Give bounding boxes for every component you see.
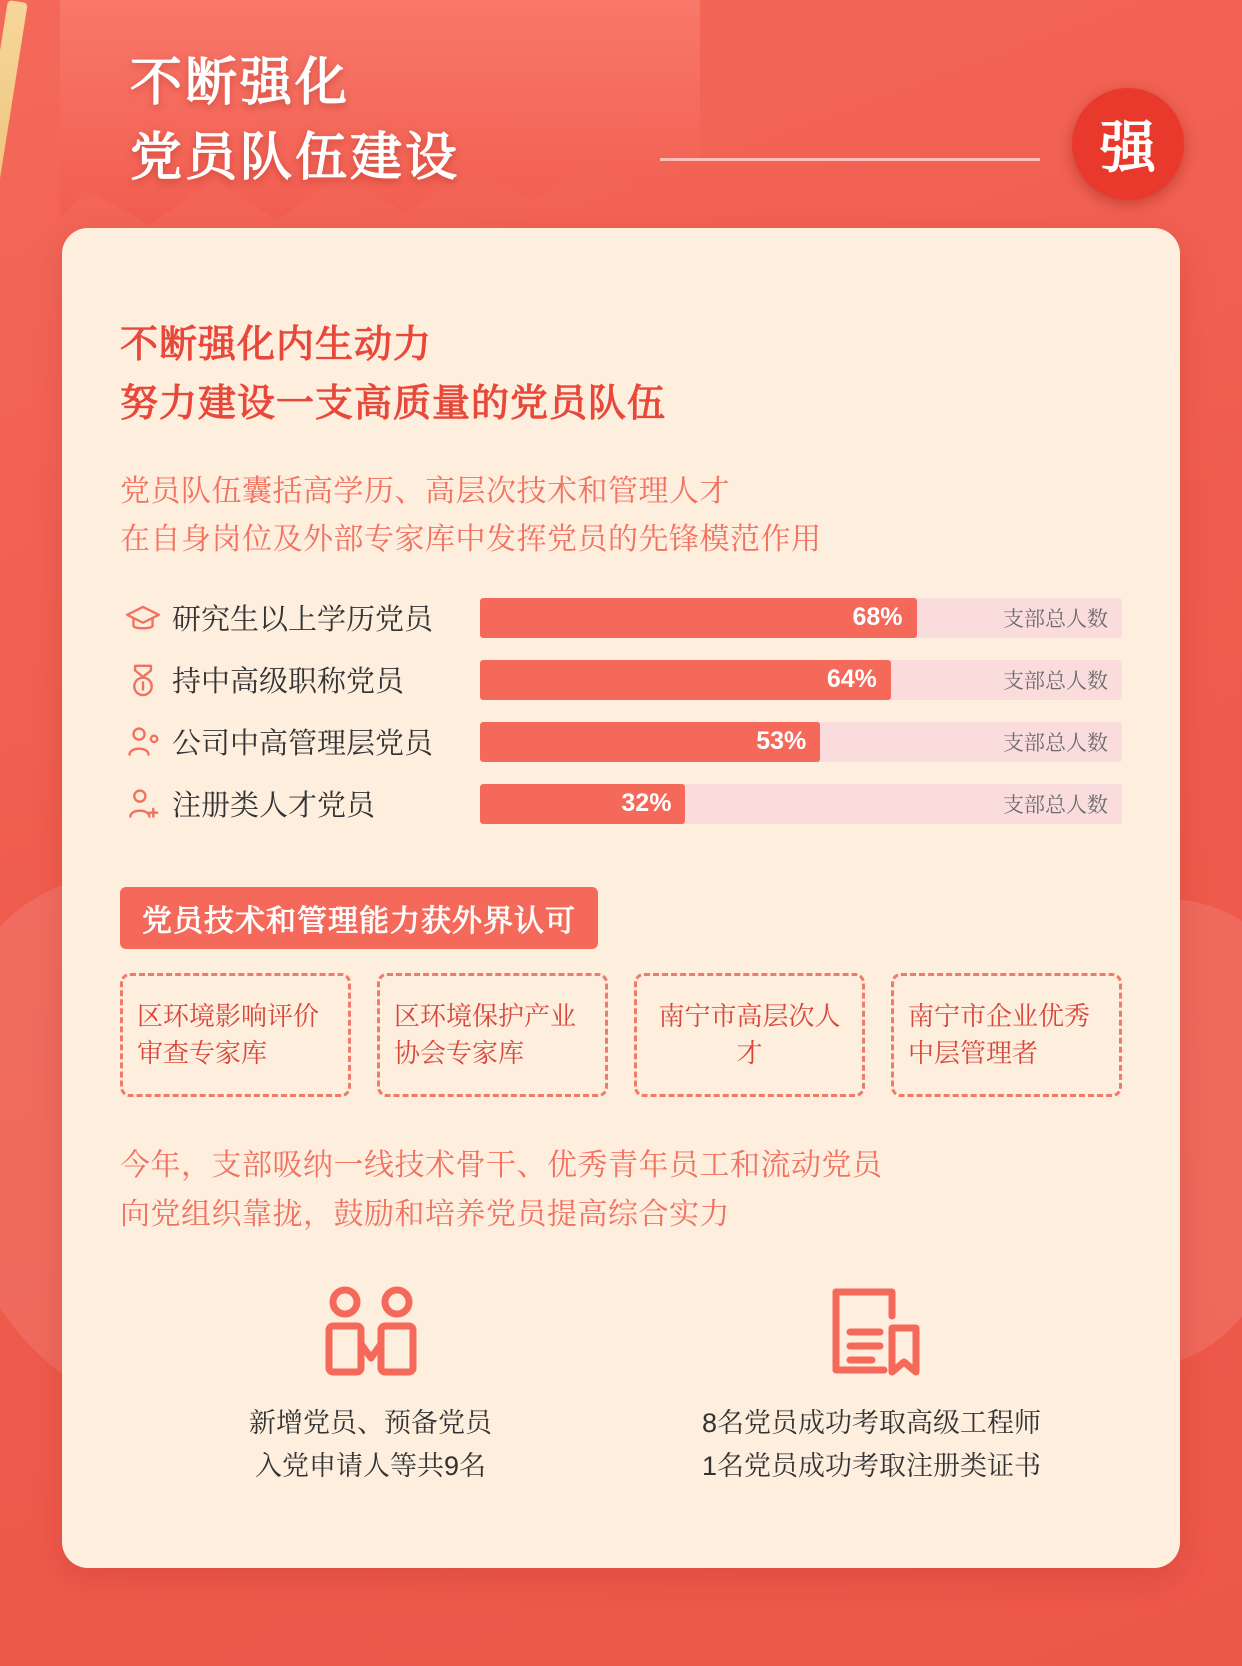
banner-title [130,46,460,197]
manager-person-icon [120,719,166,765]
bar-track [480,598,1122,638]
people-group-icon [319,1280,423,1384]
banner-title-line2: 党员队伍建设 [130,129,461,188]
headline-line2: 努力建设一支高质量的党员队伍 [120,382,667,425]
summary-stat-line1: 新增党员、预备党员 [249,1407,492,1438]
banner-divider-line [660,158,1040,161]
note-paragraph [120,1141,1122,1240]
bar-fill [480,598,917,638]
summary-stats [120,1280,1122,1488]
bar-fill [480,660,891,700]
summary-stat-item [120,1280,621,1488]
bar-value: 64% [826,665,877,694]
summary-stat-item [621,1280,1122,1488]
recognition-chip: 区环境影响评价审查专家库 [120,973,351,1097]
subheadline [120,468,1122,565]
bar-row [120,657,1122,703]
bar-value: 68% [852,603,903,632]
bar-value: 32% [621,789,672,818]
bar-row [120,595,1122,641]
section-tag: 党员技术和管理能力获外界认可 [120,887,598,949]
graduation-cap-icon [120,595,166,641]
summary-stat-text [249,1402,492,1488]
headline-line1: 不断强化内生动力 [120,324,433,366]
bar-row [120,781,1122,827]
medal-icon [120,657,166,703]
summary-stat-line1: 8名党员成功考取高级工程师 [701,1407,1041,1438]
bar-label: 持中高级职称党员 [172,666,405,699]
banner-title-line1: 不断强化 [130,54,351,112]
headline [120,316,1122,434]
bar-fill [480,722,820,762]
bar-track [480,660,1122,700]
bar-label: 公司中高管理层党员 [172,728,434,761]
note-line1: 今年，支部吸纳一线技术骨干、优秀青年员工和流动党员 [120,1148,883,1182]
subheadline-line1: 党员队伍囊括高学历、高层次技术和管理人才 [120,474,730,508]
recognition-chip: 南宁市企业优秀中层管理者 [891,973,1122,1097]
bar-track [480,784,1122,824]
seal-badge: 强 [1072,88,1184,200]
bar-baseline-label: 支部总人数 [1003,607,1108,631]
subheadline-line2: 在自身岗位及外部专家库中发挥党员的先锋模范作用 [120,523,822,557]
bar-fill [480,784,685,824]
bar-row [120,719,1122,765]
summary-stat-text [702,1402,1041,1488]
recognition-chip: 区环境保护产业协会专家库 [377,973,608,1097]
add-person-icon [120,781,166,827]
bar-baseline-label: 支部总人数 [1003,731,1108,755]
note-line2: 向党组织靠拢，鼓励和培养党员提高综合实力 [120,1198,730,1232]
bar-track [480,722,1122,762]
bar-baseline-label: 支部总人数 [1003,669,1108,693]
bar-label: 研究生以上学历党员 [172,604,434,637]
bar-value: 53% [756,727,807,756]
content-card [62,228,1180,1568]
bar-label: 注册类人才党员 [172,790,376,823]
recognition-chip-list [120,973,1122,1097]
summary-stat-line2: 入党申请人等共9名 [254,1451,487,1482]
certificate-icon [822,1280,922,1384]
summary-stat-line2: 1名党员成功考取注册类证书 [701,1451,1041,1482]
bar-chart [120,595,1122,827]
recognition-chip: 南宁市高层次人才 [634,973,865,1097]
bar-baseline-label: 支部总人数 [1003,793,1108,817]
